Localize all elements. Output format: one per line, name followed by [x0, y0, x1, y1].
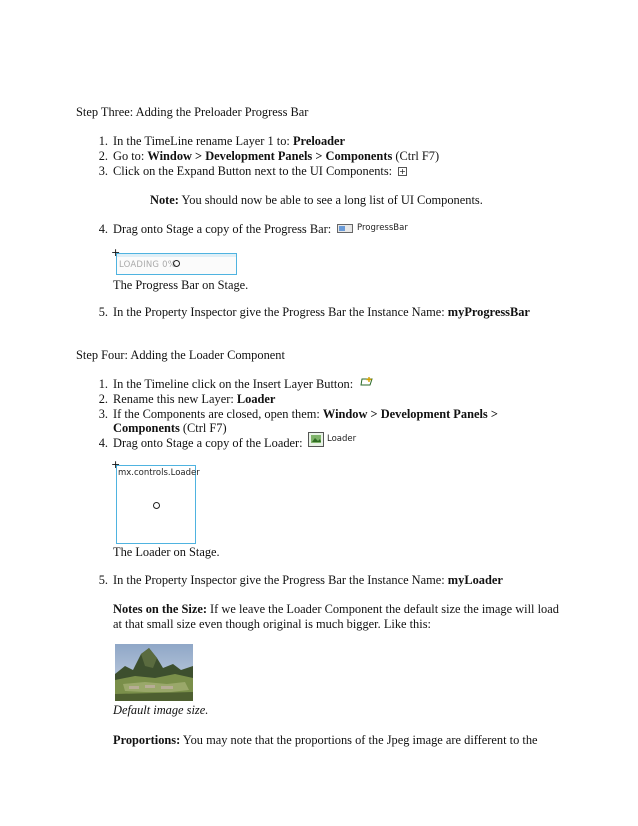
progress-track: [117, 254, 236, 257]
text: Go to:: [113, 149, 148, 163]
list-text-continued: [113, 421, 227, 436]
list-text: Click on the Expand Button next to the UI Components:: [113, 164, 393, 178]
insert-layer-icon: [360, 376, 374, 387]
list-text: [113, 392, 275, 407]
loading-text: LOADING 0%: [119, 260, 176, 270]
text: If the Components are closed, open them:: [113, 407, 323, 421]
text: In the TimeLine rename Layer 1 to:: [113, 134, 293, 148]
bold-text: Preloader: [292, 134, 346, 148]
list-text: [113, 305, 530, 320]
machu-picchu-photo: [115, 644, 193, 701]
progress-bar-on-stage: [116, 253, 237, 275]
image-caption: [113, 703, 208, 718]
loader-component-icon: [308, 432, 324, 447]
list-text: [113, 573, 503, 588]
text: In the Property Inspector give the Progress Bar the Instance Name:: [113, 573, 448, 587]
list-number: 2.: [98, 392, 108, 406]
bold-text: myLoader: [447, 573, 503, 587]
list-text: In the Timeline click on the Insert Layer Button:: [113, 377, 354, 391]
list-number: 4.: [98, 436, 108, 450]
crosshair-icon: +: [111, 246, 121, 259]
loader-box-text: mx.controls.Loader: [118, 468, 200, 478]
bold-text: myProgressBar: [447, 305, 530, 319]
list-number: 3.: [98, 164, 108, 178]
note: [150, 193, 483, 208]
notes-label: Notes on the Size:: [113, 602, 207, 616]
list-number: 5.: [98, 305, 108, 319]
text: You may note that the proportions of the Jpeg image are different to the: [180, 733, 538, 747]
list-number: 4.: [98, 222, 108, 236]
text: (Ctrl F7): [179, 421, 227, 435]
italic-text: Default image size.: [113, 703, 209, 717]
caption-loader: The Loader on Stage.: [113, 545, 220, 559]
progress-bar-component-icon: [337, 224, 353, 233]
list-number: 1.: [98, 134, 108, 148]
proportions-label: Proportions:: [113, 733, 181, 747]
list-text: [113, 407, 498, 422]
progress-bar-component-label: ProgressBar: [357, 223, 408, 233]
step4-heading: Step Four: Adding the Loader Component: [76, 348, 285, 362]
bold-text: Components: [113, 421, 180, 435]
loader-on-stage: [116, 465, 200, 544]
list-text: Drag onto Stage a copy of the Progress Bar:: [113, 222, 332, 236]
caption-progress-bar: The Progress Bar on Stage.: [113, 278, 249, 292]
loader-component-label: Loader: [327, 434, 357, 444]
note-text: You should now be able to see a long list of UI Components.: [178, 193, 483, 207]
crosshair-icon: +: [111, 458, 121, 471]
text: If we leave the Loader Component the default size the image will load: [206, 602, 559, 616]
bold-text: Loader: [236, 392, 276, 406]
proportions-line: [113, 733, 538, 748]
bold-text: Window > Development Panels >: [322, 407, 498, 421]
text: In the Property Inspector give the Progress Bar the Instance Name:: [113, 305, 448, 319]
list-number: 5.: [98, 573, 108, 587]
text: (Ctrl F7): [392, 149, 440, 163]
list-number: 3.: [98, 407, 108, 421]
registration-point-icon: [173, 260, 180, 267]
list-text: [113, 149, 439, 164]
notes-line-2: at that small size even though original is much bigger. Like this:: [113, 617, 431, 631]
registration-point-icon: [153, 502, 160, 509]
notes-line-1: [113, 602, 559, 617]
text: Rename this new Layer:: [113, 392, 237, 406]
list-number: 2.: [98, 149, 108, 163]
step3-heading: Step Three: Adding the Preloader Progress Bar: [76, 105, 309, 119]
expand-plus-icon: +: [399, 167, 406, 176]
bold-text: Window > Development Panels > Components: [147, 149, 393, 163]
list-text: [113, 134, 345, 149]
list-number: 1.: [98, 377, 108, 391]
list-text: Drag onto Stage a copy of the Loader:: [113, 436, 303, 450]
note-label: Note:: [150, 193, 179, 207]
